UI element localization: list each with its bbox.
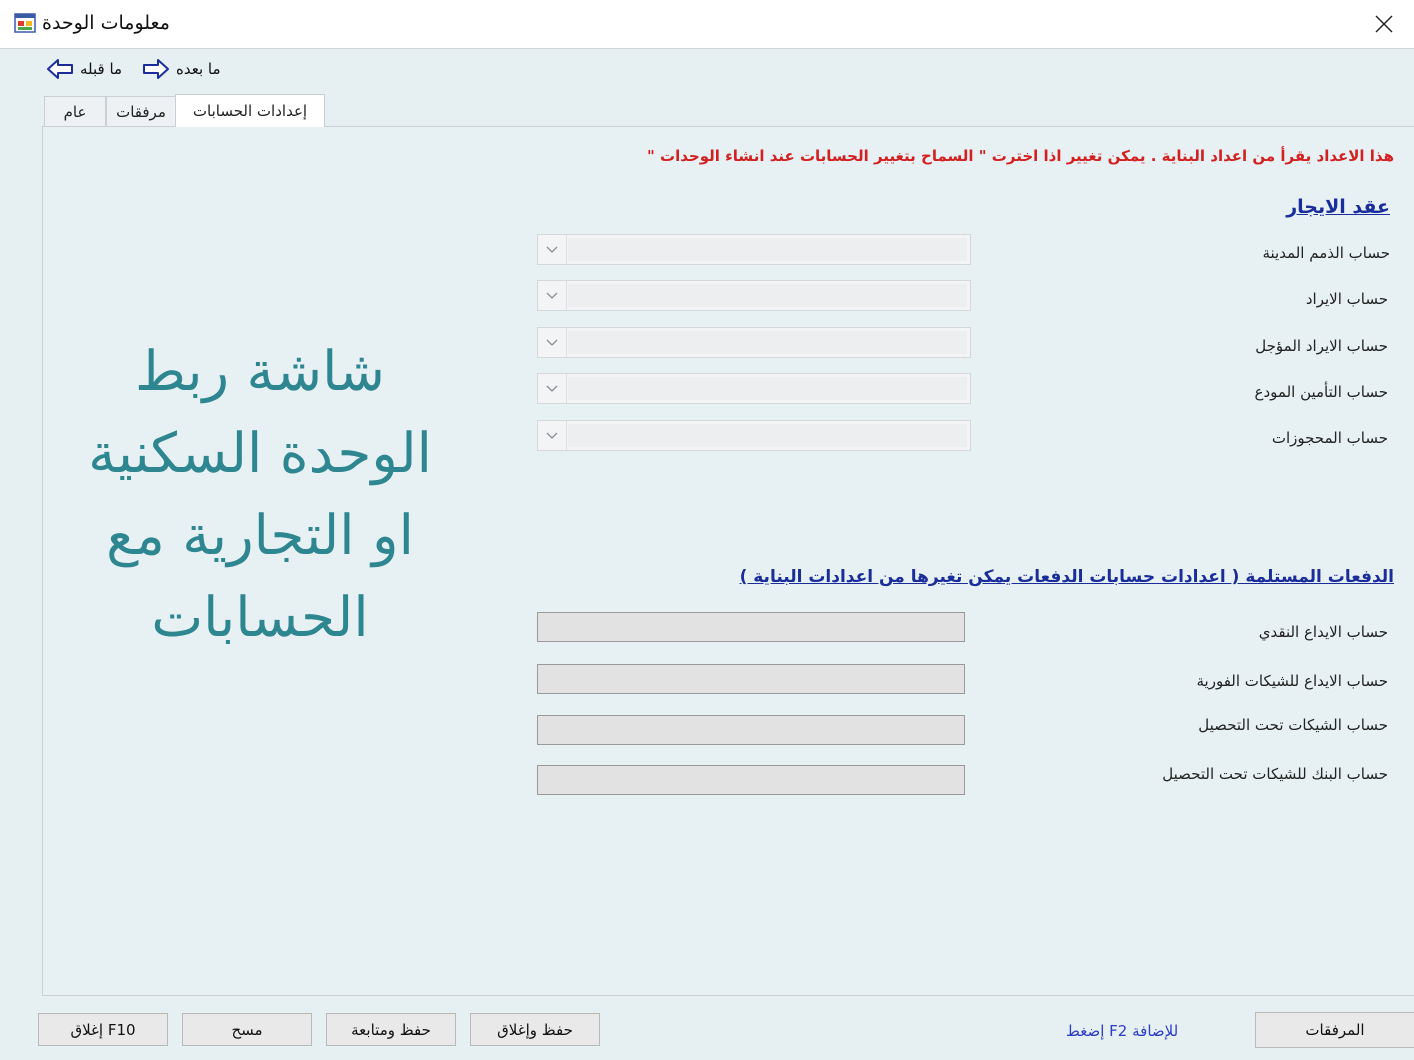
close-button[interactable] [1368, 8, 1400, 40]
label-receivables-account: حساب الذمم المدينة [1262, 244, 1390, 262]
reservations-account-combo[interactable] [537, 420, 971, 451]
combo-value [568, 377, 967, 400]
tab-general[interactable]: عام [44, 96, 106, 126]
overlay-line: الوحدة السكنية [88, 421, 432, 485]
previous-label: ما قبله [80, 60, 123, 78]
tab-attachments[interactable]: مرفقات [106, 96, 176, 126]
add-f2-hint-link[interactable]: إضغط F2 للإضافة [1066, 1022, 1179, 1040]
cash-deposit-account-field[interactable] [537, 612, 965, 642]
combo-value [568, 331, 967, 354]
notice-text: هذا الاعداد يقرأ من اعداد البناية . يمكن تغيير اذا اخترت " السماح بتغيير الحسابات عند انشاء الوحدات " [647, 147, 1394, 165]
chevron-down-icon [538, 374, 567, 403]
overlay-line: الحسابات [151, 585, 369, 649]
revenue-account-combo[interactable] [537, 280, 971, 311]
combo-value [568, 424, 967, 447]
label-bank-cheques-account: حساب البنك للشيكات تحت التحصيل [1162, 765, 1388, 783]
label-deposit-account: حساب التأمين المودع [1254, 383, 1388, 401]
tab-accounts-settings[interactable]: إعدادات الحسابات [175, 94, 325, 127]
label-revenue-account: حساب الايراد [1305, 290, 1388, 308]
next-label: ما بعده [176, 60, 221, 78]
title-bar [0, 0, 1414, 49]
bank-cheques-account-field[interactable] [537, 765, 965, 795]
combo-value [568, 284, 967, 307]
overlay-caption [70, 330, 450, 658]
save-continue-button[interactable]: حفظ ومتابعة [326, 1013, 456, 1046]
overlay-line: او التجارية مع [106, 503, 414, 567]
previous-record-button[interactable] [46, 58, 122, 80]
chevron-down-icon [538, 328, 567, 357]
arrow-right-icon [142, 58, 170, 80]
immediate-cheques-account-field[interactable] [537, 664, 965, 694]
section-received-payments-title[interactable]: الدفعات المستلمة ( اعدادات حسابات الدفعات يمكن تغيرها من اعدادات البناية ) [739, 567, 1394, 587]
label-cheques-under-collection-account: حساب الشيكات تحت التحصيل [1198, 716, 1388, 734]
attachments-button[interactable]: المرفقات [1255, 1012, 1414, 1048]
close-icon [1375, 15, 1393, 33]
clear-button[interactable]: مسح [182, 1013, 312, 1046]
window-title: معلومات الوحدة [42, 12, 170, 34]
label-immediate-cheques-account: حساب الايداع للشيكات الفورية [1196, 672, 1388, 690]
deposit-account-combo[interactable] [537, 373, 971, 404]
section-lease-title[interactable]: عقد الايجار [1286, 196, 1390, 218]
cheques-under-collection-account-field[interactable] [537, 715, 965, 745]
chevron-down-icon [538, 281, 567, 310]
next-record-button[interactable] [142, 58, 221, 80]
deferred-revenue-account-combo[interactable] [537, 327, 971, 358]
chevron-down-icon [538, 235, 567, 264]
chevron-down-icon [538, 421, 567, 450]
app-window-icon [14, 12, 36, 34]
close-f10-button[interactable]: إغلاق F10 [38, 1013, 168, 1046]
receivables-account-combo[interactable] [537, 234, 971, 265]
arrow-left-icon [46, 58, 74, 80]
label-deferred-revenue-account: حساب الايراد المؤجل [1255, 337, 1388, 355]
label-reservations-account: حساب المحجوزات [1271, 429, 1388, 447]
save-close-button[interactable]: حفظ وإغلاق [470, 1013, 600, 1046]
label-cash-deposit-account: حساب الايداع النقدي [1258, 623, 1388, 641]
overlay-line: شاشة ربط [135, 339, 385, 403]
combo-value [568, 238, 967, 261]
